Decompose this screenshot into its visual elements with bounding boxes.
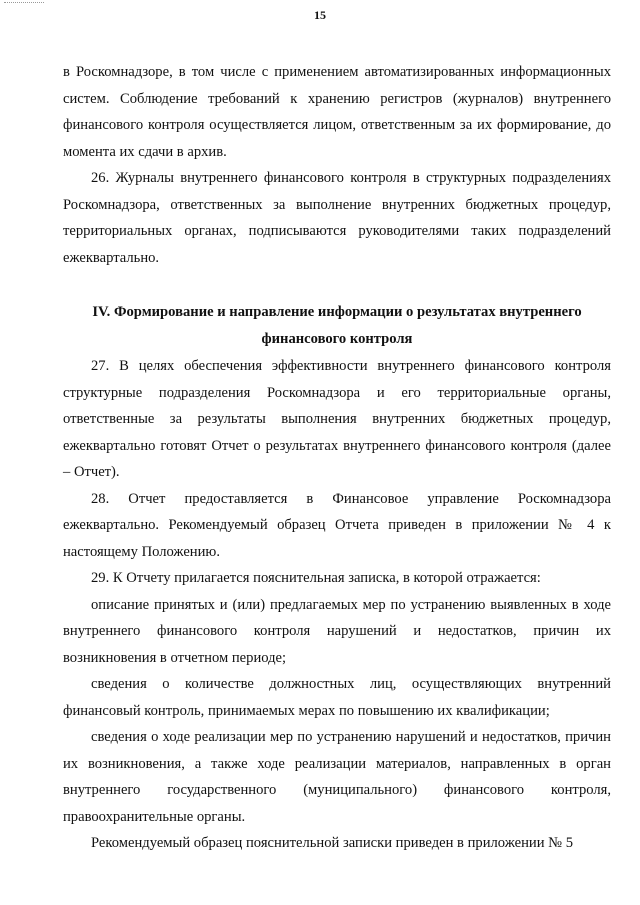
section-heading: IV. Формирование и направление информации о результатах внутреннего финансового контроля	[92, 304, 582, 347]
paragraph-continuation: в Роскомнадзоре, в том числе с применением автоматизированных информационных систем. Соблюдение требований к хранению регистров (журналов) внутреннего финансового контроля осуществляется лицом, ответственным за их формирование, до момента их сдачи в архив.	[63, 64, 611, 160]
paragraph-29: 29. К Отчету прилагается пояснительная записка, в которой отражается:	[91, 570, 541, 586]
paragraph-27: 27. В целях обеспечения эффективности внутреннего финансового контроля структурные подразделения Роскомнадзора и его территориальные органы, ответственные за результаты выполнения внутренних бюджетных процедур, ежеквартально готовят Отчет о результатах внутреннего финансового контроля (далее – Отчет).	[63, 358, 611, 480]
paragraph-26: 26. Журналы внутреннего финансового контроля в структурных подразделениях Роскомнадзора, ответственных за выполнение внутренних бюджетных процедур, территориальных органах, подписываются руководителями таких подразделений ежеквартально.	[63, 170, 611, 266]
document-body	[63, 59, 611, 857]
paragraph-28: 28. Отчет предоставляется в Финансовое управление Роскомнадзора ежеквартально. Рекомендуемый образец Отчета приведен в приложении № 4 к настоящему Положению.	[63, 490, 611, 560]
paragraph-29-item-c: сведения о ходе реализации мер по устранению нарушений и недостатков, причин их возникновения, а также ходе реализации материалов, направленных в орган внутреннего государственного (муниципального) финансового контроля, правоохранительные органы.	[63, 729, 611, 825]
scan-artifact	[4, 2, 44, 4]
paragraph-29-item-a: описание принятых и (или) предлагаемых мер по устранению выявленных в ходе внутреннего финансового контроля нарушений и недостатков, причин их возникновения в отчетном периоде;	[63, 596, 611, 666]
paragraph-29-item-b: сведения о количестве должностных лиц, осуществляющих внутренний финансовый контроль, принимаемых мерах по повышению их квалификации;	[63, 676, 611, 719]
paragraph-last: Рекомендуемый образец пояснительной записки приведен в приложении № 5	[91, 835, 574, 851]
page-number: 15	[314, 8, 326, 22]
